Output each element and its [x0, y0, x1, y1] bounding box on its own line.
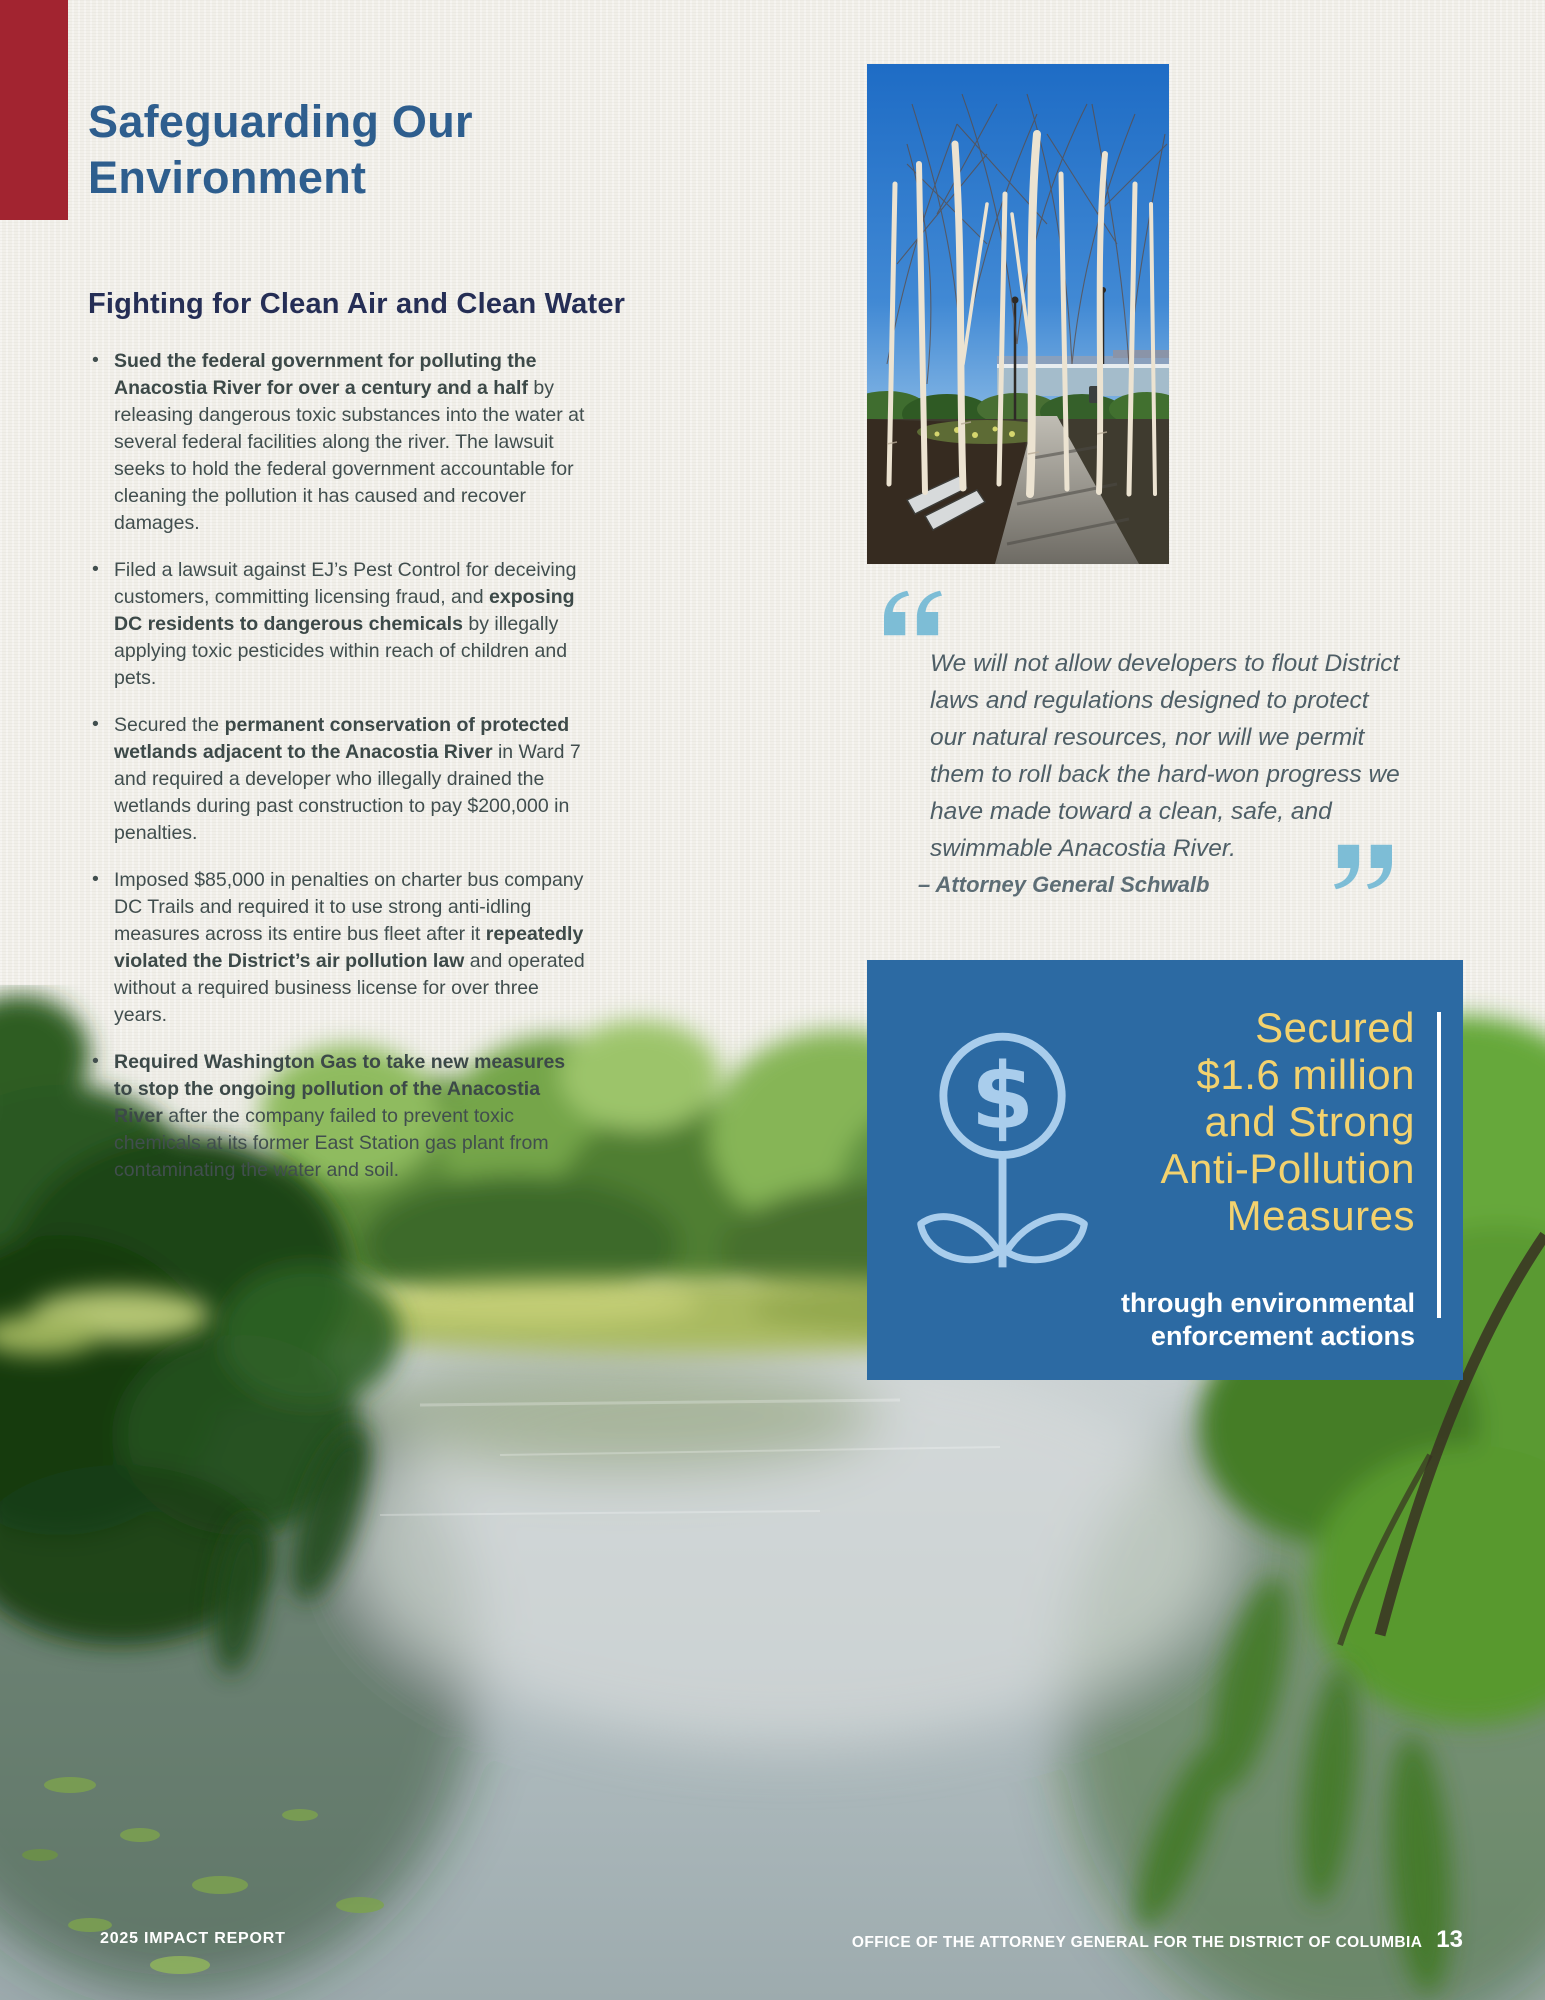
- svg-text:$: $: [970, 1044, 1035, 1150]
- riverwalk-photo: [867, 64, 1169, 564]
- list-item: • Sued the federal government for polluting the Anacostia River for over a century and a half by releasing dangerous toxic substances into the water at several federal facilities along the river. The lawsuit seeks to hold the federal government accountable for cleaning the pollution it has caused and recover damages.: [88, 348, 588, 537]
- stat-headline-line: $1.6 million: [1196, 1051, 1415, 1098]
- page-title: [88, 94, 473, 206]
- open-quote-icon: [884, 590, 942, 636]
- riverwalk-photo-illustration: [867, 64, 1169, 564]
- accomplishments-list: [88, 348, 588, 1204]
- list-item: • Required Washington Gas to take new measures to stop the ongoing pollution of the Anacostia River after the company failed to prevent toxic chemicals at its former East Station gas plant from contaminating the water and soil.: [88, 1049, 588, 1184]
- pull-quote: We will not allow developers to flout District laws and regulations designed to protect our natural resources, nor will we permit them to roll back the hard-won progress we have made toward a clean, safe, and swimmable Anacostia River.: [930, 650, 1400, 862]
- stat-headline-line: Anti-Pollution: [1160, 1145, 1415, 1192]
- stat-headline-line: and Strong: [1204, 1098, 1415, 1145]
- stat-headline-line: Secured: [1255, 1004, 1415, 1051]
- footer-office-name: OFFICE OF THE ATTORNEY GENERAL FOR THE DISTRICT OF COLUMBIA: [851, 1934, 1423, 1951]
- stat-divider-line: [1437, 1012, 1441, 1318]
- page-title-line1: Safeguarding Our: [88, 96, 473, 147]
- page-title-line2: Environment: [88, 152, 367, 203]
- stat-headline-line: Measures: [1226, 1192, 1415, 1239]
- footer-report-name: 2025 IMPACT REPORT: [100, 1930, 286, 1947]
- quote-attribution: – Attorney General Schwalb: [918, 872, 1210, 897]
- list-item: • Imposed $85,000 in penalties on charter bus company DC Trails and required it to use strong anti-idling measures across its entire bus fleet after it repeatedly violated the District’s air pollution law and operated without a required business license for over three years.: [88, 867, 588, 1029]
- list-item: • Secured the permanent conservation of protected wetlands adjacent to the Anacostia River in Ward 7 and required a developer who illegally drained the wetlands during past construction to pay $200,000 in penalties.: [88, 712, 588, 847]
- dollar-plant-icon: [899, 1006, 1111, 1298]
- footer-right: [852, 1926, 1463, 1954]
- section-heading: Fighting for Clean Air and Clean Water: [88, 288, 626, 320]
- stat-callout-box: [867, 960, 1463, 1380]
- footer-page-number: 13: [1436, 1926, 1463, 1953]
- corner-accent-block: [0, 0, 68, 220]
- list-item: • Filed a lawsuit against EJ’s Pest Control for deceiving customers, committing licensing fraud, and exposing DC residents to dangerous chemicals by illegally applying toxic pesticides within reach of children and pets.: [88, 557, 588, 692]
- stat-subtext: through environmental enforcement actions: [1120, 1288, 1415, 1351]
- stat-headline: [1161, 1004, 1415, 1239]
